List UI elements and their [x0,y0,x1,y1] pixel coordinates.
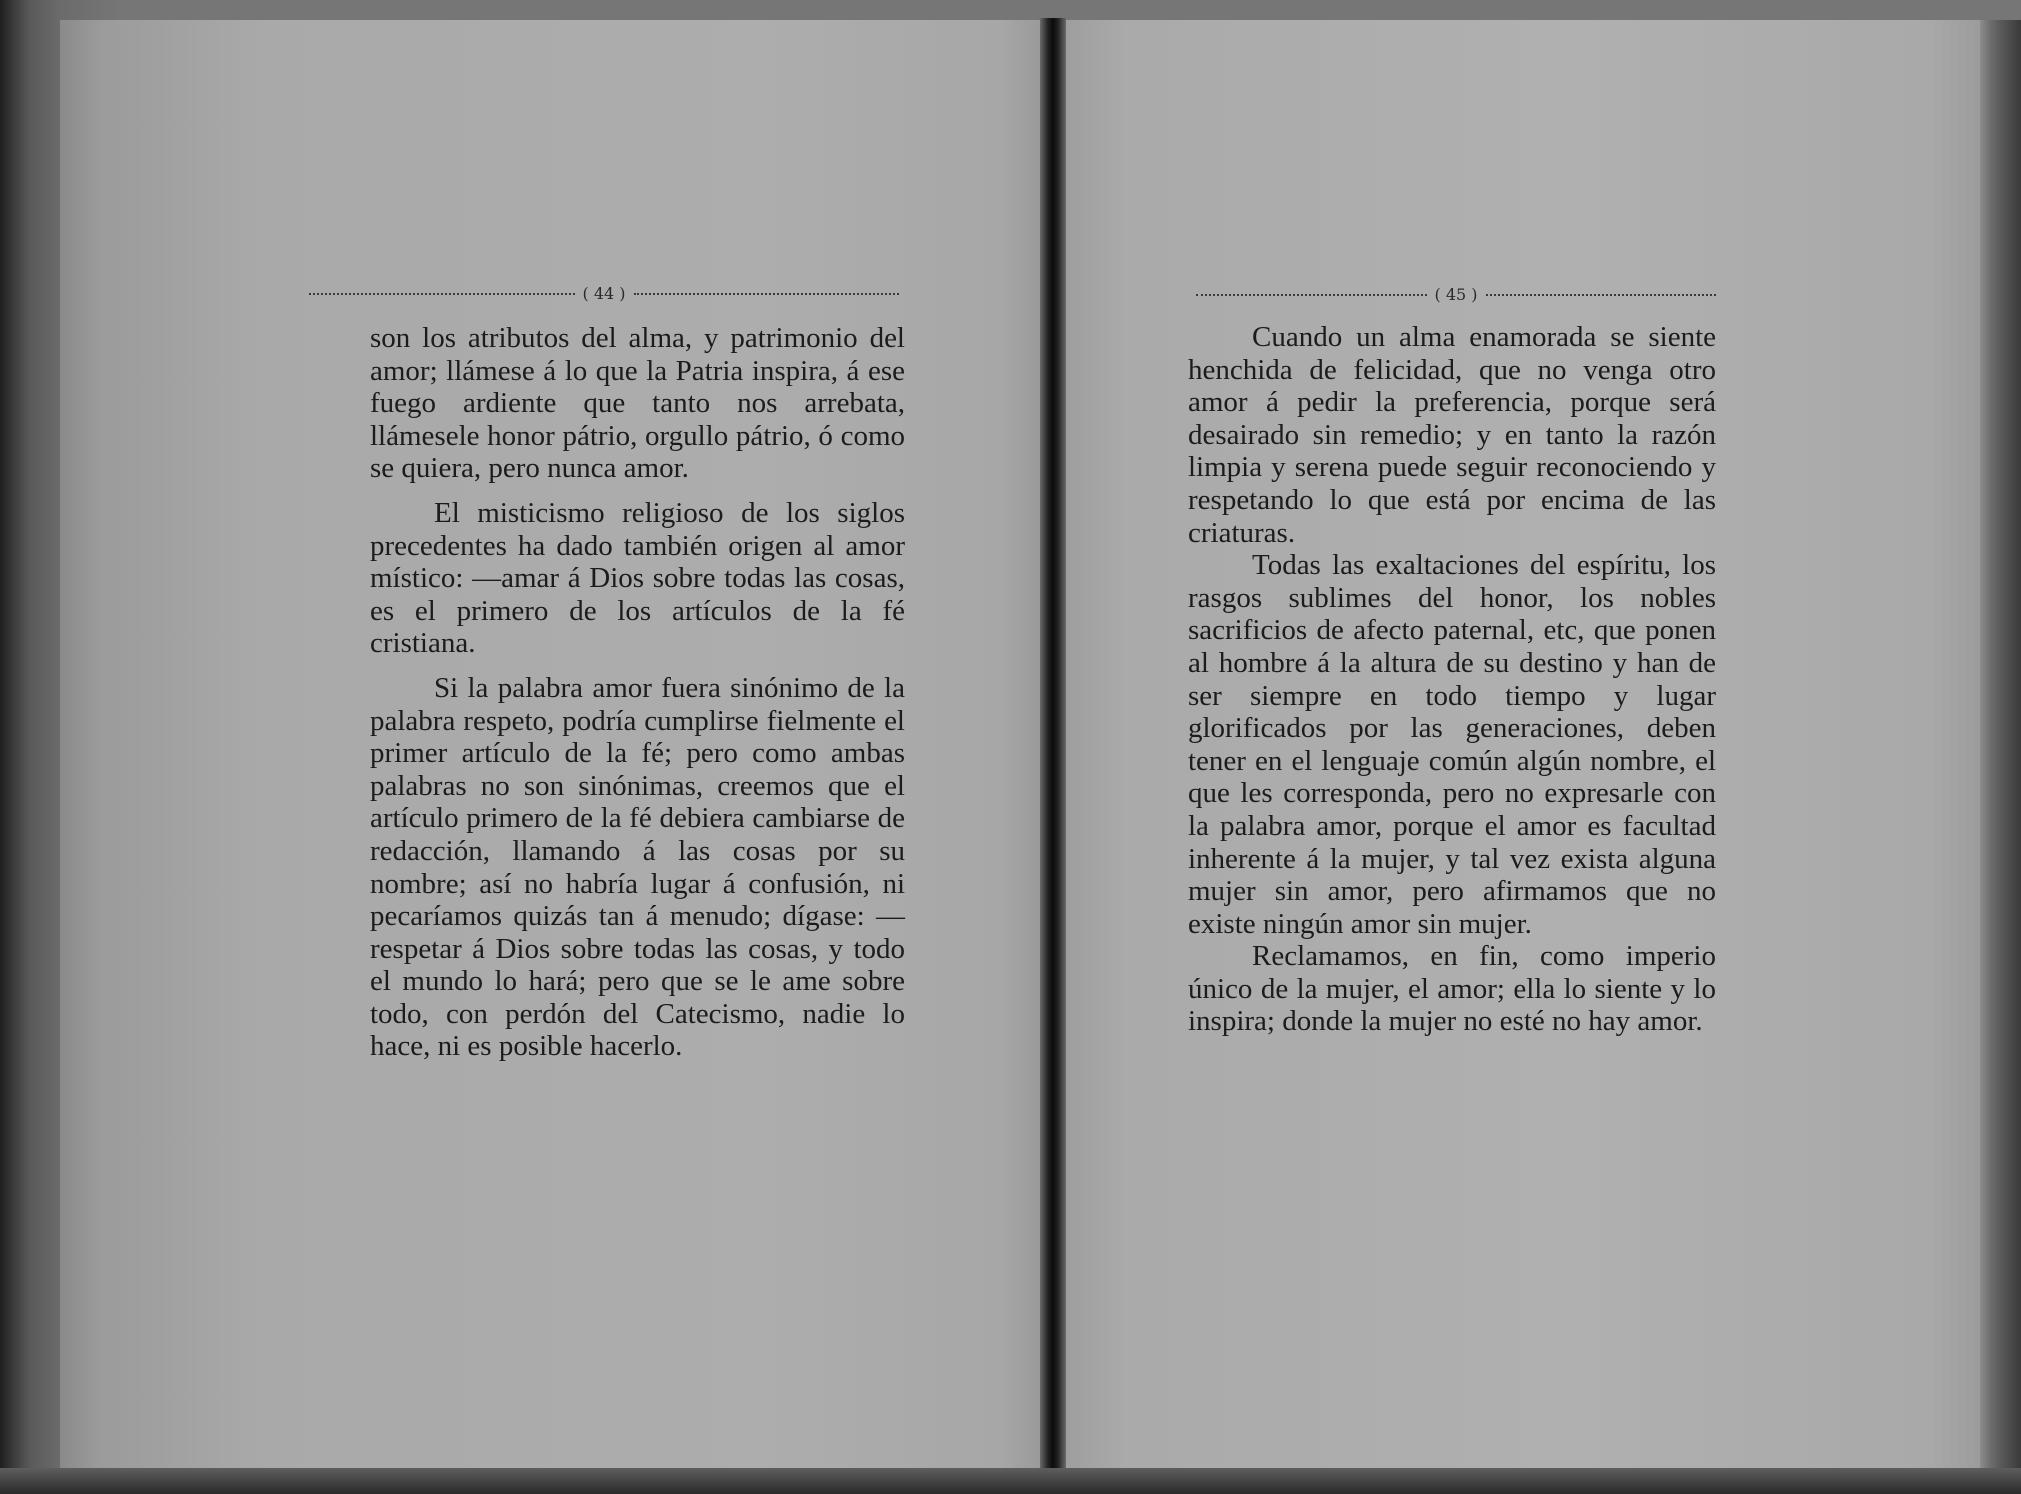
page-edge-bottom [0,1468,2021,1494]
right-paragraph-3: Reclamamos, en fin, como imperio único de la mujer, el amor; ella lo siente y lo inspira; donde la mujer no esté no hay amor. [1188,940,1716,1038]
left-page-body [370,322,905,1075]
header-rule [1486,294,1717,296]
book-gutter [1040,18,1066,1478]
right-paragraph-1: Cuando un alma enamorada se siente henchida de felicidad, que no venga otro amor á pedir la preferencia, porque será desairado sin remedio; y en tanto la razón limpia y serena puede seguir reconociendo y respetando lo que está por encima de las criaturas. [1188,321,1716,549]
right-paragraph-2: Todas las exaltaciones del espíritu, los rasgos sublimes del honor, los nobles sacrificios de afecto paternal, etc, que ponen al hombre á la altura de su destino y han de ser siempre en todo tiempo y lugar glorificados por las generaciones, deben tener en el lenguaje común algún nombre, el que les corresponda, pero no expresarle con la palabra amor, porque el amor es facultad inherente á la mujer, y tal vez exista alguna mujer sin amor, pero afirmamos que no existe ningún amor sin mujer. [1188,549,1716,940]
left-page-number: ( 44 ) [582,284,626,303]
header-rule [1196,294,1427,296]
right-page-number: ( 45 ) [1434,285,1478,304]
left-paragraph-2: El misticismo religioso de los siglos precedentes ha dado también origen al amor místico: —amar á Dios sobre todas las cosas, es el primero de los artículos de la fé cristiana. [370,496,905,660]
left-paragraph-1: son los atributos del alma, y patrimonio del amor; llámese á lo que la Patria inspira, á ese fuego ardiente que tanto nos arrebata, llámesele honor pátrio, orgullo pátrio, ó como se quiera, pero nunca amor. [370,322,905,485]
right-page-header [1196,285,1716,304]
right-page-body [1188,321,1716,1038]
header-rule [309,293,575,295]
page-edge-right [1980,20,2021,1494]
left-page-header [309,284,899,303]
left-paragraph-3: Si la palabra amor fuera sinónimo de la palabra respeto, podría cumplirse fielmente el primer artículo de la fé; pero como ambas palabras no son sinónimas, creemos que el artículo primero de la fé debiera cambiarse de redacción, llamando á las cosas por su nombre; así no habría lugar á confusión, ni pecaríamos quizás tan á menudo; dígase: —respetar á Dios sobre todas las cosas, y todo el mundo lo hará; pero que se le ame sobre todo, con perdón del Catecismo, nadie lo hace, ni es posible hacerlo. [370,671,905,1063]
header-rule [634,293,900,295]
